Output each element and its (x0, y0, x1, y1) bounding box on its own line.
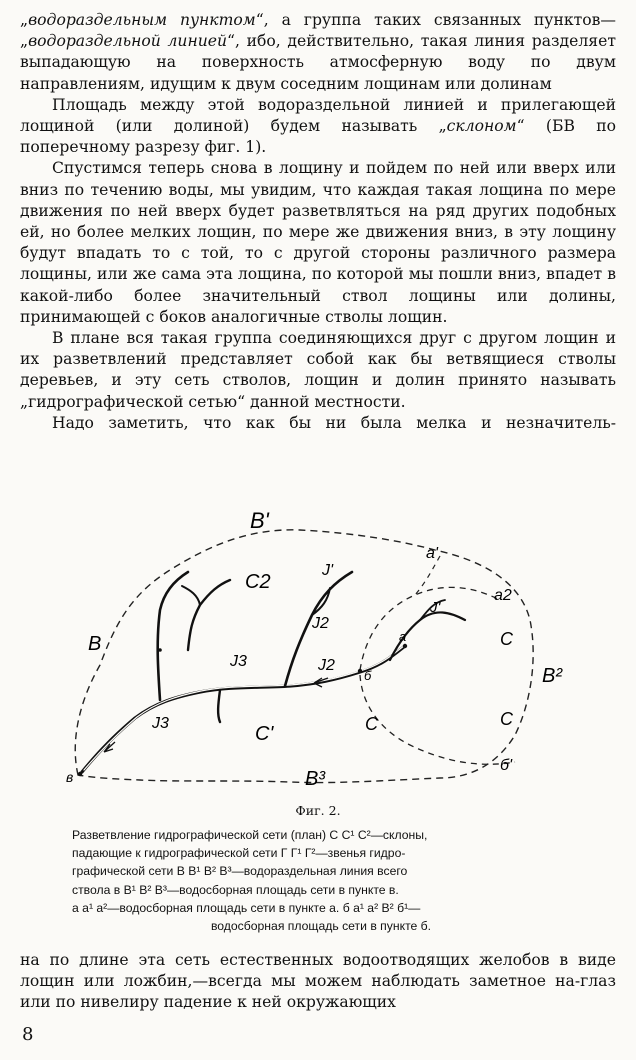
paragraph-4 (20, 328, 616, 413)
text-run: „ (20, 11, 29, 29)
paragraph-continuation: на по длине эта сеть естественных водоотводящих желобов в виде лощин или ложбин,—всегда мы можем наблюдать заметное на-глаз или по нивелиру падение к ней окружающих (20, 951, 616, 1012)
label-b3: B³ (305, 768, 325, 790)
label-b1: б' (500, 757, 513, 774)
paragraph-3 (20, 158, 616, 328)
left-upper-fork (182, 586, 200, 605)
watershed-boundary-line (75, 530, 533, 783)
caption-line: графической сети B B¹ B² B³—водораздельная линия всего (72, 864, 408, 879)
label-j2-upper: J2 (312, 615, 329, 632)
label-c-center: C (365, 714, 378, 734)
text-run: “ (БВ по поперечному разрезу фиг. 1). (20, 117, 616, 157)
label-a2: a2 (494, 587, 512, 604)
text-run: Спустимся теперь снова в лощину и пойдем по ней или вверх или вниз по течению воды, мы увидим, что каждая такая лощина по мере движения по ней вверх будет разветвляться на ряд других подобных ей, но более мелких лощин, по мере же движения вниз, в эту лощину будут впадать то с той, то с другой стороны различного размера лощины, или же сама эта лощина, по которой мы пошли вниз, впадет в какой-либо более значительный ствол лощины или долины, принимающей с боков аналогичные стволы лощин. (20, 159, 616, 326)
label-v-point: в (66, 769, 74, 785)
point-a (403, 644, 407, 648)
paragraph-1 (20, 10, 616, 95)
paragraph-2 (20, 95, 616, 159)
center-lower-spur (218, 690, 220, 722)
label-c2: C2 (245, 571, 271, 593)
paragraph-5 (20, 413, 616, 434)
caption-line: Разветвление гидрографической сети (план) C C¹ C²—склоны, (72, 828, 428, 842)
label-b-point: б (364, 668, 372, 683)
label-a: a (399, 629, 407, 644)
text-run: В плане вся такая группа соединяющихся друг с другом лощин и их разветвлений представляет собой как бы ветвящиеся стволы деревьев, и эту сеть стволов, лощин и долин принято называть „гидрографической сетью“ данной местности. (20, 329, 616, 411)
subcatchment-boundary-line-lower (360, 675, 515, 764)
label-j2-lower: J2 (318, 657, 335, 674)
point-dot-left (158, 648, 162, 652)
caption-line: a a¹ a²—водосборная площадь сети в пункте a. б a¹ a² B² б¹— (72, 900, 421, 915)
point-b (358, 669, 362, 673)
text-run: Площадь между этой водораздельной линией и прилегающей лощиной (или долиной) будем называть „ (20, 95, 616, 136)
label-b: B (88, 633, 102, 655)
caption-line: ствола в B¹ B² B³—водосборная площадь сети в пункте в. (72, 882, 399, 897)
label-c-right-a: C (500, 629, 513, 649)
point-v (78, 772, 82, 776)
label-b-prime: B' (250, 508, 269, 533)
label-c-right-b: C (500, 709, 513, 729)
text-block-top (20, 10, 616, 434)
label-j1-small: J' (430, 599, 441, 616)
text-run: “, а группа таких связанных пунктов—„ (20, 11, 616, 51)
left-upper-branch (188, 580, 230, 650)
figure-caption (72, 826, 570, 935)
label-a1: a' (426, 545, 438, 562)
emphasis-term: водораздельной линией (28, 32, 228, 51)
hydrographic-network-figure (60, 500, 580, 800)
text-run: “, ибо, действительно, такая линия разделяет выпадающую на поверхность атмосферную воду по двум направлениям, идущим к двум соседним лощинам или долинам (20, 32, 616, 93)
caption-line: падающие к гидрографической сети Г Г¹ Г²—звенья гидро- (72, 846, 406, 861)
page-number: 8 (22, 1024, 34, 1045)
figure-drawing (60, 500, 580, 800)
emphasis-term: водораздельным пунктом (28, 11, 256, 29)
label-j3-left: J3 (152, 715, 169, 732)
text-block-bottom (20, 950, 616, 1014)
label-j1-top: J' (322, 562, 334, 579)
text-run: Надо заметить, что как бы ни была мелка и незначитель- (52, 413, 616, 432)
left-branch-channel (158, 572, 188, 700)
figure-title: Фиг. 2. (295, 803, 341, 818)
label-c1: C' (255, 723, 274, 745)
caption-line: водосборная площадь сети в пункте б. (210, 919, 432, 934)
label-b2: B² (542, 665, 562, 687)
emphasis-term: склоном (446, 117, 517, 136)
label-j3-center: J3 (230, 653, 247, 670)
